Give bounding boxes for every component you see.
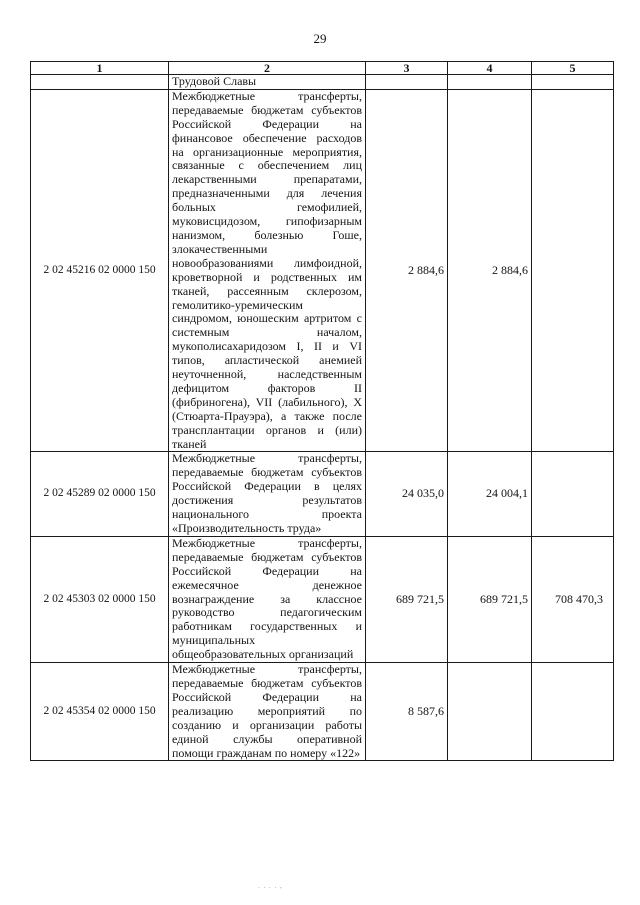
scan-artifact-marks: . . . . , xyxy=(258,882,283,890)
continuation-cell-5 xyxy=(532,75,614,90)
column-header-1: 1 xyxy=(31,62,169,75)
page-number: 29 xyxy=(313,31,327,46)
value-col4: 24 004,1 xyxy=(448,452,532,536)
continuation-cell-4 xyxy=(448,75,532,90)
value-col5 xyxy=(532,452,614,536)
continuation-row xyxy=(31,75,614,90)
value-col3: 24 035,0 xyxy=(366,452,448,536)
column-header-2: 2 xyxy=(169,62,366,75)
row-description: Межбюджетные трансферты, передаваемые бюджетам субъектов Российской Федерации на реализацию мероприятий по созданию и организации работы единой службы оперативной помощи гражданам по номеру «122» xyxy=(169,663,366,761)
column-header-3: 3 xyxy=(366,62,448,75)
column-header-5: 5 xyxy=(532,62,614,75)
budget-code: 2 02 45354 02 0000 150 xyxy=(31,663,169,761)
value-col5 xyxy=(532,89,614,452)
value-col4 xyxy=(448,663,532,761)
value-col3: 8 587,6 xyxy=(366,663,448,761)
budget-table xyxy=(30,61,614,761)
table-row xyxy=(31,452,614,536)
budget-code: 2 02 45289 02 0000 150 xyxy=(31,452,169,536)
value-col3: 689 721,5 xyxy=(366,536,448,662)
value-col4: 2 884,6 xyxy=(448,89,532,452)
continuation-text: Трудовой Славы xyxy=(169,75,366,90)
value-col5: 708 470,3 xyxy=(532,536,614,662)
value-col5 xyxy=(532,663,614,761)
header-row xyxy=(31,62,614,75)
budget-code: 2 02 45303 02 0000 150 xyxy=(31,536,169,662)
row-description: Межбюджетные трансферты, передаваемые бюджетам субъектов Российской Федерации на ежемесячное денежное вознаграждение за классное руководство педагогическим работникам государственных и муниципальных общеобразовательных организаций xyxy=(169,536,366,662)
row-description: Межбюджетные трансферты, передаваемые бюджетам субъектов Российской Федерации в целях достижения результатов национального проекта «Производительность труда» xyxy=(169,452,366,536)
continuation-code-cell xyxy=(31,75,169,90)
table-row xyxy=(31,89,614,452)
table-row xyxy=(31,663,614,761)
value-col3: 2 884,6 xyxy=(366,89,448,452)
value-col4: 689 721,5 xyxy=(448,536,532,662)
row-description: Межбюджетные трансферты, передаваемые бюджетам субъектов Российской Федерации на финансовое обеспечение расходов на организационные мероприятия, связанные с обеспечением лиц лекарственными препаратами, предназначенными для лечения больных гемофилией, муковисцидозом, гипофизарным нанизмом, болезнью Гоше, злокачественными новообразованиями лимфоидной, кроветворной и родственных им тканей, рассеянным склерозом, гемолитико-уремическим синдромом, юношеским артритом с системным началом, мукополисахаридозом I, II и VI типов, апластической анемией неуточненной, наследственным дефицитом факторов II (фибриногена), VII (лабильного), X (Стюарта-Прауэра), а также после трансплантации органов и (или) тканей xyxy=(169,89,366,452)
table-row xyxy=(31,536,614,662)
continuation-cell-3 xyxy=(366,75,448,90)
column-header-4: 4 xyxy=(448,62,532,75)
budget-code: 2 02 45216 02 0000 150 xyxy=(31,89,169,452)
